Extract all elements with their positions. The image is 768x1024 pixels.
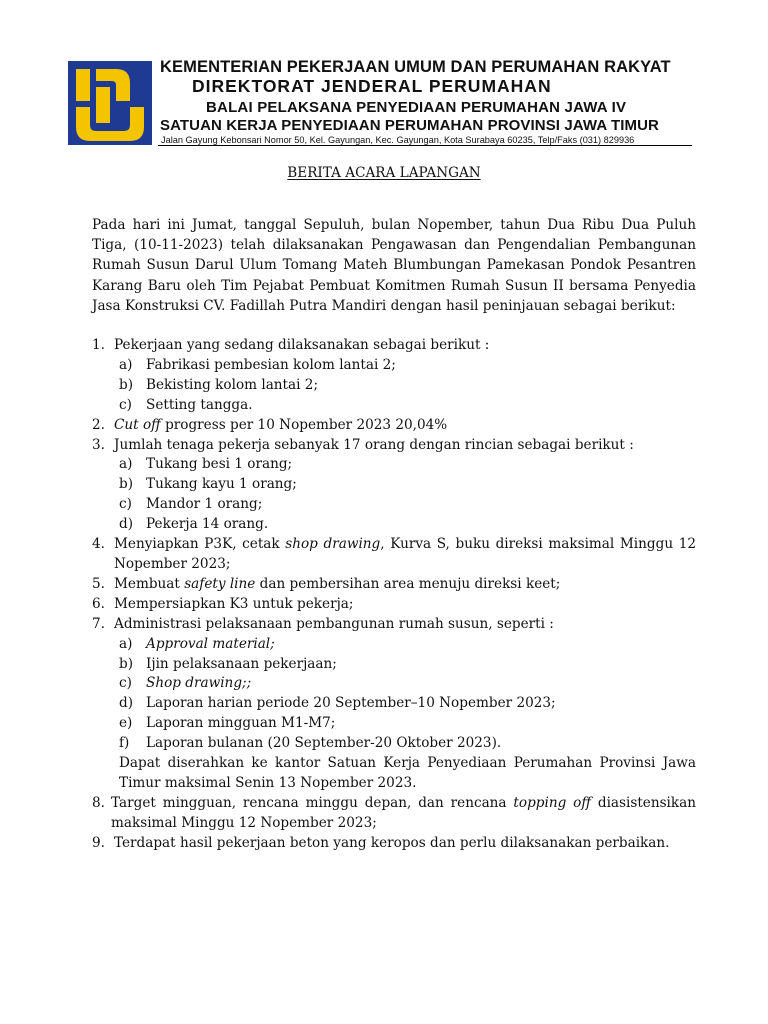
letterhead bbox=[160, 58, 694, 146]
item-italic-term: shop drawing bbox=[285, 536, 381, 553]
sub-item-text: Tukang besi 1 orang; bbox=[146, 456, 293, 473]
list-item-3 bbox=[92, 436, 696, 456]
item-text: Jumlah tenaga pekerja sebanyak 17 orang dengan rincian sebagai berikut : bbox=[114, 436, 634, 453]
sub-item-letter: e) bbox=[119, 715, 133, 732]
item-text: Membuat bbox=[114, 575, 185, 592]
sub-item-letter: c) bbox=[119, 675, 132, 692]
document-body bbox=[92, 215, 696, 854]
item-italic-term: topping off bbox=[513, 794, 591, 811]
sub-item-letter: b) bbox=[119, 476, 134, 493]
sub-item-letter: c) bbox=[119, 496, 132, 513]
sub-item-7b bbox=[92, 655, 696, 675]
sub-item-letter: c) bbox=[119, 396, 132, 413]
sub-item-text: Laporan harian periode 20 September–10 Nopember 2023; bbox=[146, 695, 556, 712]
sub-item-1a bbox=[92, 356, 696, 376]
item-text-cont: diasistensikan maksimal Minggu 12 Nopember 2023; bbox=[111, 794, 697, 831]
sub-item-3b bbox=[92, 475, 696, 495]
document-title: BERITA ACARA LAPANGAN bbox=[287, 165, 481, 181]
item-text: Mempersiapkan K3 untuk pekerja; bbox=[114, 595, 354, 612]
sub-item-7a bbox=[92, 635, 696, 655]
satker-name: SATUAN KERJA PENYEDIAAN PERUMAHAN PROVINSI JAWA TIMUR bbox=[160, 117, 659, 134]
list-item-5 bbox=[92, 575, 696, 595]
item-number: 9. bbox=[92, 834, 105, 851]
sub-item-letter: f) bbox=[119, 735, 130, 752]
sub-item-letter: a) bbox=[119, 635, 133, 652]
sub-item-3c bbox=[92, 495, 696, 515]
sub-item-1b bbox=[92, 376, 696, 396]
list-item-6 bbox=[92, 595, 696, 615]
sub-item-letter: a) bbox=[119, 456, 133, 473]
list-item-7 bbox=[92, 615, 696, 635]
directorate-name: DIREKTORAT JENDERAL PERUMAHAN bbox=[192, 76, 552, 96]
list-item-4 bbox=[92, 535, 696, 575]
item-number: 8. bbox=[92, 794, 105, 811]
document-title-wrap bbox=[0, 165, 768, 181]
sub-item-7d bbox=[92, 694, 696, 714]
sub-item-3a bbox=[92, 455, 696, 475]
item-number: 1. bbox=[92, 337, 105, 354]
item-text-cont: dan pembersihan area menuju direksi keet; bbox=[255, 575, 561, 592]
item-number: 3. bbox=[92, 436, 105, 453]
item-text: Administrasi pelaksanaan pembangunan rumah susun, seperti : bbox=[114, 615, 554, 632]
item-text: Pekerjaan yang sedang dilaksanakan sebagai berikut : bbox=[114, 337, 490, 354]
sub-item-letter: d) bbox=[119, 695, 134, 712]
sub-item-text: Pekerja 14 orang. bbox=[146, 516, 269, 533]
item-text: progress per 10 Nopember 2023 20,04% bbox=[160, 416, 448, 433]
pupr-logo bbox=[68, 61, 152, 145]
sub-item-1c bbox=[92, 396, 696, 416]
intro-paragraph: Pada hari ini Jumat, tanggal Sepuluh, bulan Nopember, tahun Dua Ribu Dua Puluh Tiga, (10-11-2023) telah dilaksanakan Pengawasan dan Pengendalian Pembangunan Rumah Susun Darul Ulum Tomang Mateh Blumbungan Pamekasan Pondok Pesantren Karang Baru oleh Tim Pejabat Pembuat Komitmen Rumah Susun II bersama Penyedia Jasa Konstruksi CV. Fadillah Putra Mandiri dengan hasil peninjauan sebagai berikut: bbox=[92, 217, 696, 314]
list-item-1 bbox=[92, 336, 696, 356]
sub-item-letter: b) bbox=[119, 655, 134, 672]
sub-item-text: Shop drawing;; bbox=[146, 675, 252, 692]
item-text-cont: , Kurva S, buku direksi maksimal Minggu 12 Nopember 2023; bbox=[114, 536, 696, 572]
sub-item-7f bbox=[92, 734, 696, 754]
letterhead-divider bbox=[158, 145, 692, 146]
item-number: 2. bbox=[92, 416, 105, 433]
sub-item-text: Tukang kayu 1 orang; bbox=[146, 476, 297, 493]
sub-item-text: Setting tangga. bbox=[146, 396, 253, 413]
item-text: Menyiapkan P3K, cetak bbox=[114, 536, 286, 553]
sub-item-7c bbox=[92, 674, 696, 694]
findings-list bbox=[92, 336, 696, 854]
sub-item-text: Fabrikasi pembesian kolom lantai 2; bbox=[146, 356, 396, 373]
sub-item-7e bbox=[92, 714, 696, 734]
sub-item-text: Ijin pelaksanaan pekerjaan; bbox=[146, 655, 337, 672]
item-number: 7. bbox=[92, 615, 105, 632]
balai-name: BALAI PELAKSANA PENYEDIAAN PERUMAHAN JAWA IV bbox=[206, 99, 627, 116]
ministry-name: KEMENTERIAN PEKERJAAN UMUM DAN PERUMAHAN RAKYAT bbox=[160, 58, 671, 76]
sub-item-text: Approval material; bbox=[146, 635, 275, 652]
sub-item-text: Laporan mingguan M1-M7; bbox=[146, 715, 336, 732]
sub-item-letter: d) bbox=[119, 516, 134, 533]
item-italic-term: Cut off bbox=[114, 416, 161, 433]
item-7-note: Dapat diserahkan ke kantor Satuan Kerja Penyediaan Perumahan Provinsi Jawa Timur maksimal Senin 13 Nopember 2023. bbox=[119, 755, 696, 791]
item-text: Target mingguan, rencana minggu depan, dan rencana bbox=[111, 794, 514, 811]
list-item-9 bbox=[92, 834, 696, 854]
office-address: Jalan Gayung Kebonsari Nomor 50, Kel. Gayungan, Kec. Gayungan, Kota Surabaya 60235, Telp/Faks (031) 829936 bbox=[161, 135, 635, 145]
item-number: 5. bbox=[92, 575, 105, 592]
item-italic-term: safety line bbox=[184, 575, 256, 592]
item-number: 6. bbox=[92, 595, 105, 612]
sub-item-text: Mandor 1 orang; bbox=[146, 496, 263, 513]
list-item-2 bbox=[92, 416, 696, 436]
sub-item-text: Laporan bulanan (20 September-20 Oktober 2023). bbox=[146, 735, 502, 752]
item-number: 4. bbox=[92, 536, 105, 553]
list-item-8 bbox=[92, 794, 696, 834]
sub-item-3d bbox=[92, 515, 696, 535]
sub-item-letter: b) bbox=[119, 376, 134, 393]
sub-item-text: Bekisting kolom lantai 2; bbox=[146, 376, 319, 393]
sub-item-letter: a) bbox=[119, 356, 133, 373]
item-text: Terdapat hasil pekerjaan beton yang keropos dan perlu dilaksanakan perbaikan. bbox=[114, 834, 670, 851]
